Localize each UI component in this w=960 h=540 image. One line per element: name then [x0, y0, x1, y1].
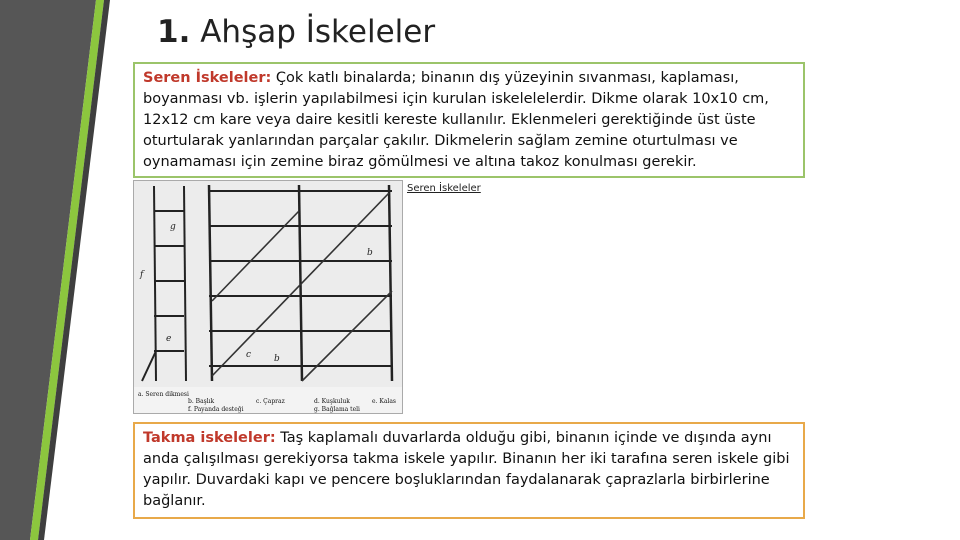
seren-description-box — [133, 62, 805, 178]
seren-body: Çok katlı binalarda; binanın dış yüzeyinin sıvanması, kaplaması, boyanması vb. işlerin yapılabilmesi için kurulan iskelelelerdir. Dikme olarak 10x10 cm, 12x12 cm kare veya daire kesitli kereste kullanılır. Eklenmeleri gerektiğinde üst üste oturtularak yanlarından parçalar çakılır. Dikmelerin sağlam zemine oturtulması ve oynamaması için zemine biraz gömülmesi ve altına takoz konulması gerekir. — [143, 70, 769, 170]
legend-d: d. Kuşkuluk — [314, 398, 350, 405]
title-number: 1. — [157, 14, 191, 50]
svg-text:b: b — [274, 354, 280, 364]
legend-f: f. Payanda desteği — [188, 406, 244, 413]
svg-text:g: g — [170, 222, 176, 232]
takma-description-box — [133, 422, 805, 519]
legend-b: b. Başlık — [188, 398, 215, 405]
svg-text:f: f — [140, 270, 144, 280]
takma-body: Taş kaplamalı duvarlarda olduğu gibi, binanın içinde ve dışında aynı anda çalışılması gerekiyorsa takma iskele yapılır. Binanın her iki tarafına seren iskele gibi yapılır. Duvardaki kapı ve pencere boşluklarından faydalanarak çaprazlarla birbirlerine bağlanır. — [143, 430, 790, 509]
figure-legend — [134, 387, 402, 414]
takma-heading: Takma iskeleler: — [143, 430, 276, 446]
seren-heading: Seren İskeleler: — [143, 70, 272, 86]
legend-e: e. Kalas — [372, 398, 396, 405]
legend-a: a. Seren dikmesi — [138, 391, 189, 398]
figure-caption: Seren İskeleler — [407, 183, 481, 194]
svg-text:b: b — [367, 248, 373, 258]
legend-c: c. Çapraz — [256, 398, 285, 405]
decorative-stripes — [0, 0, 140, 540]
scaffold-drawing — [134, 181, 402, 387]
title-text: Ahşap İskeleler — [200, 14, 436, 50]
legend-g: g. Bağlama teli — [314, 406, 360, 413]
svg-text:e: e — [166, 334, 172, 344]
svg-text:c: c — [246, 350, 252, 360]
page-title — [157, 14, 435, 50]
scaffold-figure — [133, 180, 403, 414]
